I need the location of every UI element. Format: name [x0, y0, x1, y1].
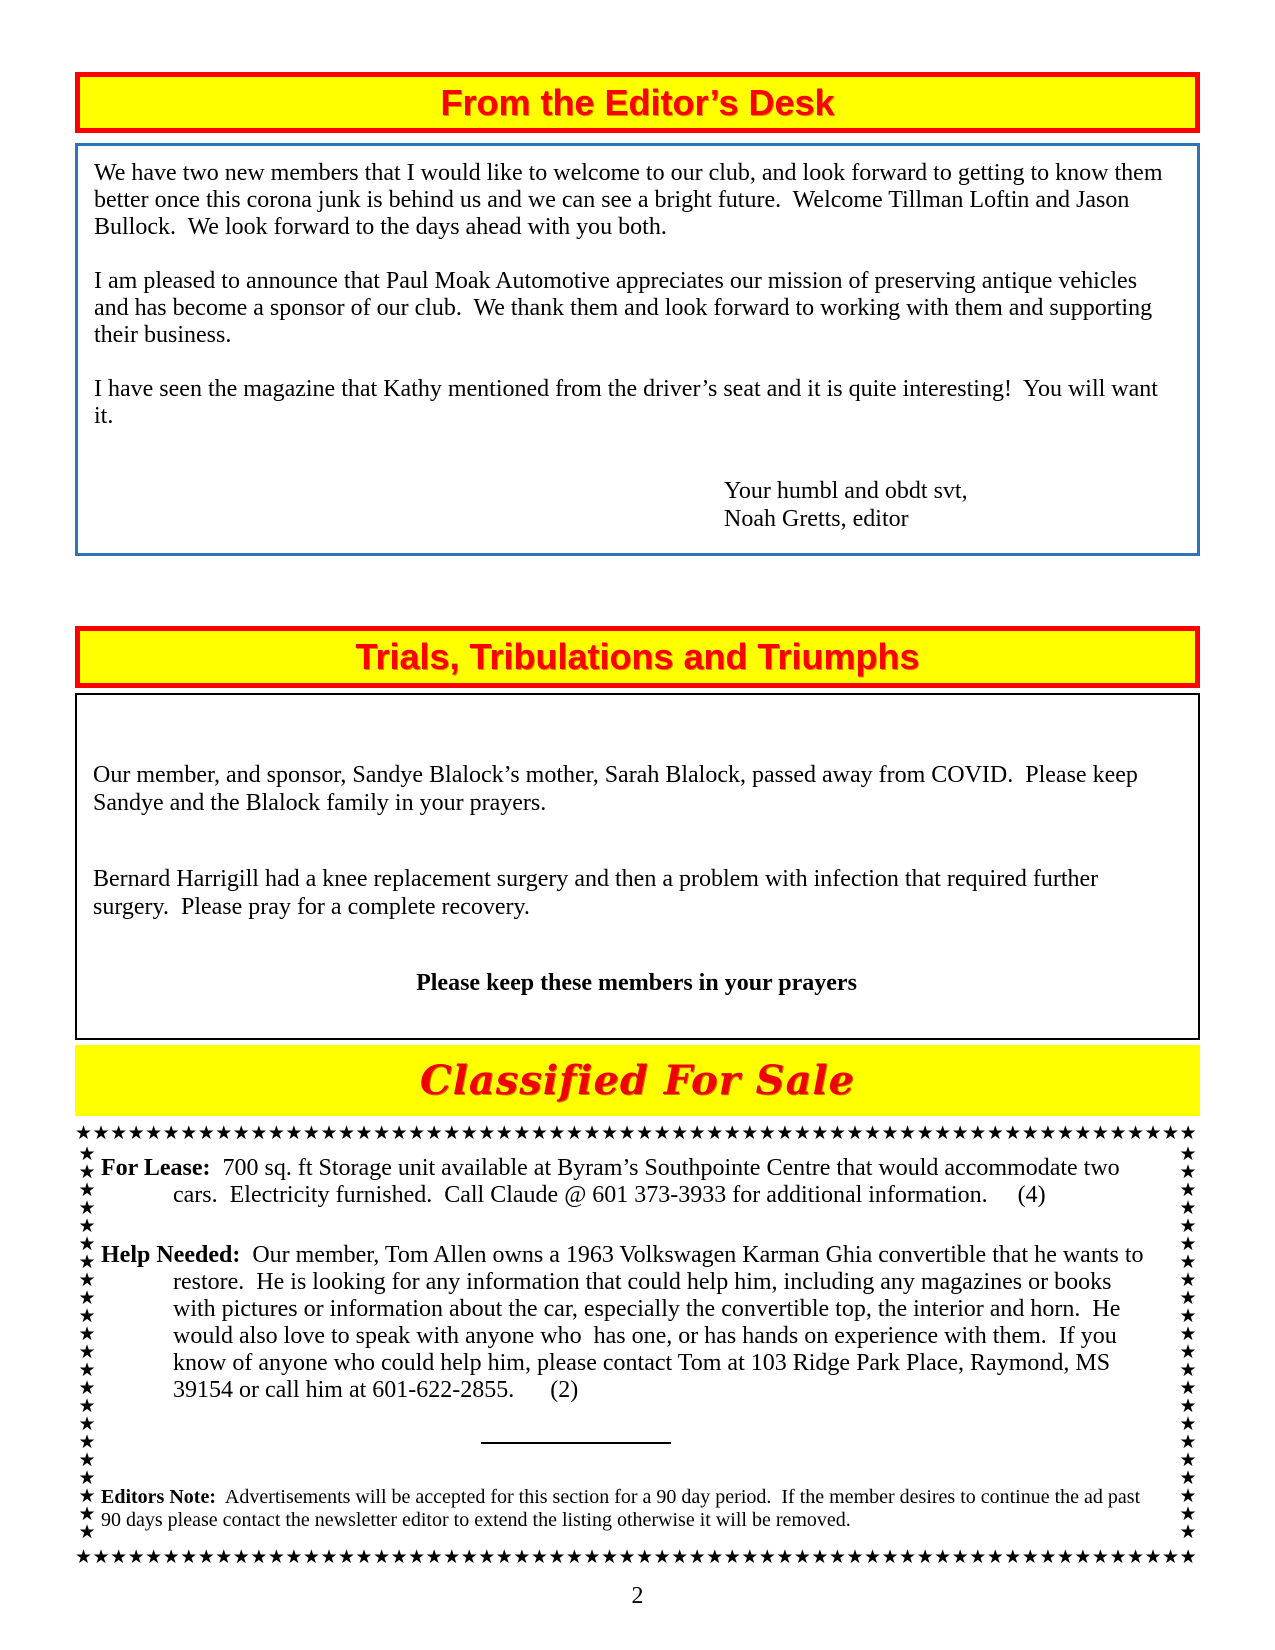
classified-section — [75, 1121, 1200, 1569]
classified-title: Classified For Sale — [419, 1057, 856, 1104]
page-number: 2 — [631, 1583, 644, 1609]
trials-box — [75, 693, 1200, 1040]
editor-paragraph: I have seen the magazine that Kathy mentioned from the driver’s seat and it is quite interesting! You will want it. — [94, 376, 1164, 429]
newsletter-page — [75, 0, 1200, 1610]
classified-item-label: For Lease: — [101, 1155, 211, 1181]
star-border-bottom: ★★★★★★★★★★★★★★★★★★★★★★★★★★★★★★★★★★★★★★★★★★★★★★★★★★★★★★★★★★★★★★★★ — [75, 1546, 1198, 1568]
classified-item-text: Our member, Tom Allen owns a 1963 Volkswagen Karman Ghia convertible that he wants to restore. He is looking for any information that could help him, including any magazines or books with pictures or information about the car, especially the convertible top, the interior and horn. He would also love to speak with anyone who has one, or has hands on experience with them. If you know of anyone who could help him, please contact Tom at 103 Ridge Park Place, Raymond, MS 39154 or call him at 601-622-2855. (2) — [173, 1242, 1150, 1403]
trials-banner — [75, 626, 1200, 688]
classified-item-text: 700 sq. ft Storage unit available at Byram’s Southpointe Centre that would accommodate two cars. Electricity furnished. Call Claude @ 601 373-3933 for additional information. (4) — [173, 1155, 1126, 1208]
classified-banner — [75, 1045, 1200, 1116]
divider-line — [481, 1442, 671, 1444]
classified-item-for-lease — [101, 1155, 1148, 1209]
classified-content-row — [75, 1145, 1200, 1545]
editors-desk-title: From the Editor’s Desk — [440, 81, 835, 123]
prayers-footer: Please keep these members in your prayers — [416, 970, 857, 996]
classified-item-help-needed — [101, 1242, 1148, 1404]
star-border-top: ★★★★★★★★★★★★★★★★★★★★★★★★★★★★★★★★★★★★★★★★★★★★★★★★★★★★★★★★★★★★★★★★ — [75, 1122, 1198, 1144]
trials-paragraph: Our member, and sponsor, Sandye Blalock’s mother, Sarah Blalock, passed away from COVID. Please keep Sandye and the Blalock family in your prayers. — [93, 762, 1144, 816]
classified-item-label: Help Needed: — [101, 1242, 241, 1268]
signature-line: Your humbl and obdt svt, — [724, 478, 968, 504]
editor-paragraph: I am pleased to announce that Paul Moak Automotive appreciates our mission of preserving antique vehicles and has become a sponsor of our club. We thank them and look forward to working with them and supporting their business. — [94, 268, 1159, 348]
classified-ads — [99, 1145, 1176, 1545]
signature-line: Noah Gretts, editor — [724, 506, 909, 532]
editor-paragraph: We have two new members that I would like to welcome to our club, and look forward to getting to know them better once this corona junk is behind us and we can see a bright future. Welcome Tillman Loftin and Jason Bullock. We look forward to the days ahead with you both. — [94, 160, 1169, 240]
star-border-right: ★★★★★★★★★★★★★★★★★★★★★★ — [1179, 1145, 1197, 1543]
editors-note-label: Editors Note: — [101, 1486, 216, 1508]
editors-note — [101, 1486, 1148, 1532]
editors-desk-box — [75, 143, 1200, 556]
editor-signature — [94, 477, 1177, 533]
trials-paragraph: Bernard Harrigill had a knee replacement surgery and then a problem with infection that required further surgery. Please pray for a complete recovery. — [93, 866, 1105, 920]
editors-desk-banner — [75, 72, 1200, 133]
trials-title: Trials, Tribulations and Triumphs — [355, 636, 920, 678]
editors-note-text: Advertisements will be accepted for this section for a 90 day period. If the member desires to continue the ad past 90 days please contact the newsletter editor to extend the listing otherwise it will be removed. — [101, 1486, 1146, 1531]
star-border-left: ★★★★★★★★★★★★★★★★★★★★★★ — [78, 1145, 96, 1543]
